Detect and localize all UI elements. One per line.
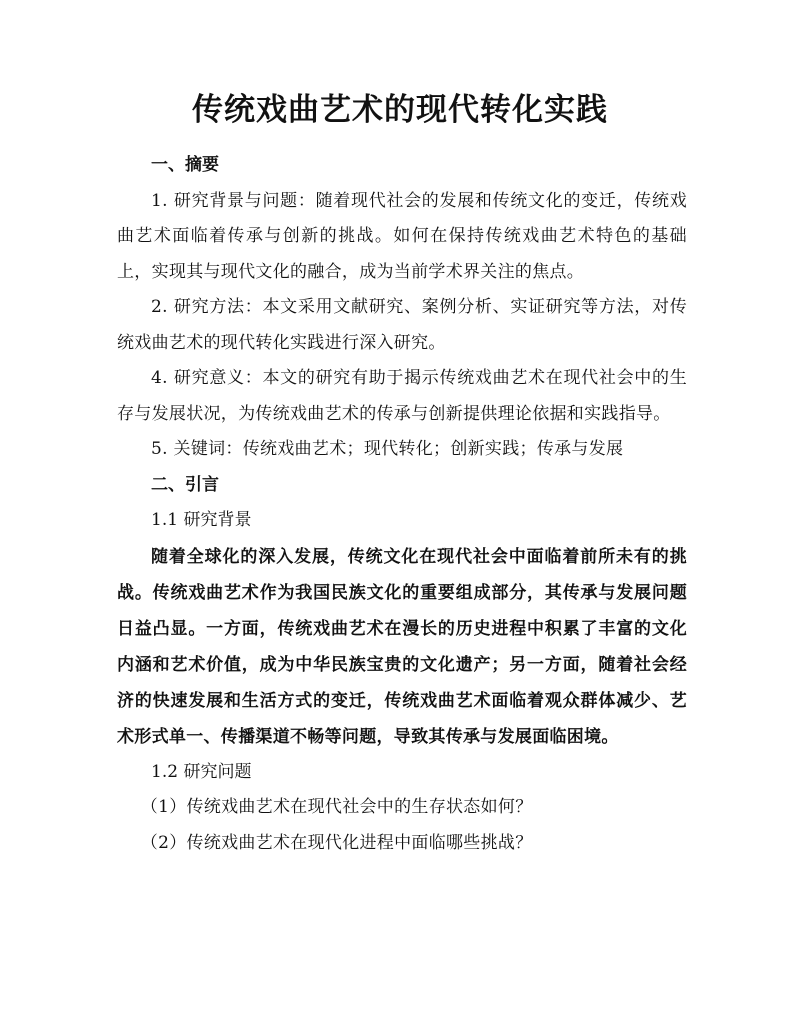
subsection-heading-questions: 1.2 研究问题 [151,761,252,782]
abstract-paragraph-keywords: 5. 关键词：传统戏曲艺术；现代转化；创新实践；传承与发展 [151,439,624,459]
subsection-heading-background: 1.1 研究背景 [151,510,252,530]
section-heading-abstract: 一、摘要 [151,155,219,175]
introduction-paragraph-background: 随着全球化的深入发展，传统文化在现代社会中面临着前所未有的挑战。传统戏曲艺术作为我国民族文化的重要组成部分，其传承与发展问题日益凸显。一方面，传统戏曲艺术在漫长的历史进程中积累了丰富的文化内涵和艺术价值，成为中华民族宝贵的文化遗产；另一方面，随着社会经济的快速发展和生活方式的变迁，传统戏曲艺术面临着观众群体减少、艺术形式单一、传播渠道不畅等问题，导致其传承与发展面临困境。 [117,546,687,747]
abstract-paragraph-method: 2. 研究方法：本文采用文献研究、案例分析、实证研究等方法，对传统戏曲艺术的现代转化实践进行深入研究。 [117,297,687,353]
research-question-1: （1）传统戏曲艺术在现代社会中的生存状态如何？ [140,797,533,817]
document-title: 传统戏曲艺术的现代转化实践 [192,92,608,128]
document-body [117,148,687,861]
abstract-paragraph-background: 1. 研究背景与问题：随着现代社会的发展和传统文化的变迁，传统戏曲艺术面临着传承与创新的挑战。如何在保持传统戏曲艺术特色的基础上，实现其与现代文化的融合，成为当前学术界关注的焦点。 [117,190,687,282]
abstract-paragraph-significance: 4. 研究意义：本文的研究有助于揭示传统戏曲艺术在现代社会中的生存与发展状况，为传统戏曲艺术的传承与创新提供理论依据和实践指导。 [117,368,687,424]
research-question-2: （2）传统戏曲艺术在现代化进程中面临哪些挑战？ [140,832,533,853]
section-heading-introduction: 二、引言 [151,474,219,495]
